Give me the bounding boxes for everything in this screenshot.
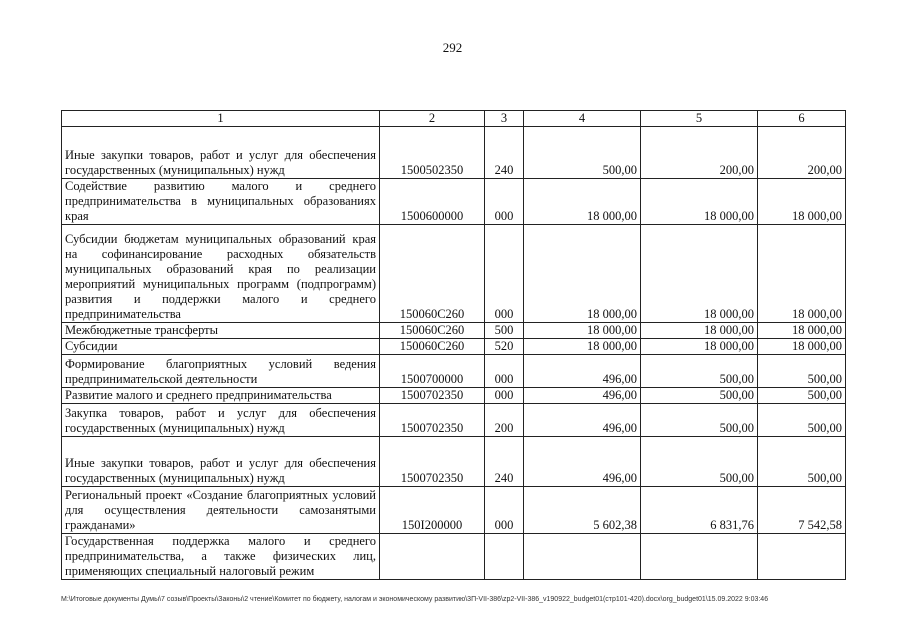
row-name-cell: Иные закупки товаров, работ и услуг для обеспечения государственных (муниципальных) нужд — [62, 127, 380, 179]
row-code-cell: 150I200000 — [380, 487, 485, 534]
table-row — [62, 355, 846, 388]
row-vr-cell: 520 — [485, 339, 524, 355]
row-value-2024-cell: 18 000,00 — [758, 323, 846, 339]
row-code-cell: 1500502350 — [380, 127, 485, 179]
table-row — [62, 534, 846, 580]
row-vr-cell: 000 — [485, 388, 524, 404]
row-value-2023-cell: 18 000,00 — [641, 323, 758, 339]
table-row — [62, 127, 846, 179]
row-vr-cell: 000 — [485, 179, 524, 225]
row-code-cell — [380, 534, 485, 580]
column-header: 6 — [758, 111, 846, 127]
row-vr-cell: 000 — [485, 225, 524, 323]
row-value-2022-cell: 18 000,00 — [524, 179, 641, 225]
row-value-2024-cell — [758, 534, 846, 580]
row-value-2023-cell — [641, 534, 758, 580]
row-value-2022-cell: 496,00 — [524, 404, 641, 437]
row-value-2023-cell: 6 831,76 — [641, 487, 758, 534]
row-value-2023-cell: 18 000,00 — [641, 339, 758, 355]
column-header: 1 — [62, 111, 380, 127]
row-code-cell: 150060С260 — [380, 323, 485, 339]
row-name-cell: Межбюджетные трансферты — [62, 323, 380, 339]
row-value-2022-cell: 18 000,00 — [524, 225, 641, 323]
row-name-cell: Иные закупки товаров, работ и услуг для обеспечения государственных (муниципальных) нужд — [62, 437, 380, 487]
row-vr-cell: 000 — [485, 487, 524, 534]
row-value-2024-cell: 200,00 — [758, 127, 846, 179]
row-value-2022-cell — [524, 534, 641, 580]
row-value-2023-cell: 18 000,00 — [641, 179, 758, 225]
column-header: 5 — [641, 111, 758, 127]
row-value-2023-cell: 500,00 — [641, 437, 758, 487]
row-vr-cell: 500 — [485, 323, 524, 339]
row-value-2022-cell: 496,00 — [524, 437, 641, 487]
row-code-cell: 1500700000 — [380, 355, 485, 388]
row-value-2023-cell: 200,00 — [641, 127, 758, 179]
row-code-cell: 1500702350 — [380, 388, 485, 404]
row-value-2022-cell: 496,00 — [524, 388, 641, 404]
table-row — [62, 388, 846, 404]
budget-table — [61, 110, 846, 580]
row-value-2024-cell: 500,00 — [758, 404, 846, 437]
row-vr-cell — [485, 534, 524, 580]
column-header: 4 — [524, 111, 641, 127]
row-code-cell: 150060С260 — [380, 339, 485, 355]
row-name-cell: Формирование благоприятных условий ведения предпринимательской деятельности — [62, 355, 380, 388]
row-value-2023-cell: 500,00 — [641, 388, 758, 404]
row-value-2024-cell: 500,00 — [758, 355, 846, 388]
row-value-2022-cell: 18 000,00 — [524, 339, 641, 355]
column-header: 3 — [485, 111, 524, 127]
column-header: 2 — [380, 111, 485, 127]
row-value-2024-cell: 18 000,00 — [758, 339, 846, 355]
row-value-2022-cell: 496,00 — [524, 355, 641, 388]
row-value-2024-cell: 500,00 — [758, 437, 846, 487]
row-value-2024-cell: 500,00 — [758, 388, 846, 404]
row-code-cell: 150060С260 — [380, 225, 485, 323]
row-vr-cell: 240 — [485, 127, 524, 179]
row-code-cell: 1500702350 — [380, 404, 485, 437]
page-number: 292 — [442, 40, 463, 55]
row-name-cell: Субсидии бюджетам муниципальных образований края на софинансирование расходных обязательств муниципальных образований края по реализации мероприятий муниципальных программ (подпрограмм) развития и поддержки малого и среднего предпринимательства — [62, 225, 380, 323]
row-vr-cell: 200 — [485, 404, 524, 437]
table-row — [62, 179, 846, 225]
row-name-cell: Субсидии — [62, 339, 380, 355]
row-name-cell: Закупка товаров, работ и услуг для обеспечения государственных (муниципальных) нужд — [62, 404, 380, 437]
row-value-2022-cell: 500,00 — [524, 127, 641, 179]
row-value-2024-cell: 18 000,00 — [758, 179, 846, 225]
row-value-2023-cell: 18 000,00 — [641, 225, 758, 323]
row-name-cell: Содействие развитию малого и среднего предпринимательства в муниципальных образованиях края — [62, 179, 380, 225]
row-name-cell: Развитие малого и среднего предпринимательства — [62, 388, 380, 404]
row-value-2022-cell: 5 602,38 — [524, 487, 641, 534]
row-code-cell: 1500702350 — [380, 437, 485, 487]
file-path-footer: M:\Итоговые документы Думы\7 созыв\Проекты\Законы\2 чтение\Комитет по бюджету, налогам и экономическому развитию\3П-VII-386\zp2-VII-386_v190922_budget01(стр101-420).docx\org_budget01\15.09.2022 9:03:46 — [61, 596, 769, 603]
row-value-2022-cell: 18 000,00 — [524, 323, 641, 339]
table-row — [62, 437, 846, 487]
table-row — [62, 404, 846, 437]
table-row — [62, 323, 846, 339]
row-value-2023-cell: 500,00 — [641, 355, 758, 388]
row-vr-cell: 240 — [485, 437, 524, 487]
row-name-cell: Региональный проект «Создание благоприятных условий для осуществления деятельности самозанятыми гражданами» — [62, 487, 380, 534]
row-code-cell: 1500600000 — [380, 179, 485, 225]
row-value-2024-cell: 18 000,00 — [758, 225, 846, 323]
row-value-2023-cell: 500,00 — [641, 404, 758, 437]
table-row — [62, 339, 846, 355]
table-row — [62, 225, 846, 323]
header-row — [62, 111, 846, 127]
table-row — [62, 487, 846, 534]
row-vr-cell: 000 — [485, 355, 524, 388]
row-value-2024-cell: 7 542,58 — [758, 487, 846, 534]
row-name-cell: Государственная поддержка малого и среднего предпринимательства, а также физических лиц, применяющих специальный налоговый режим — [62, 534, 380, 580]
